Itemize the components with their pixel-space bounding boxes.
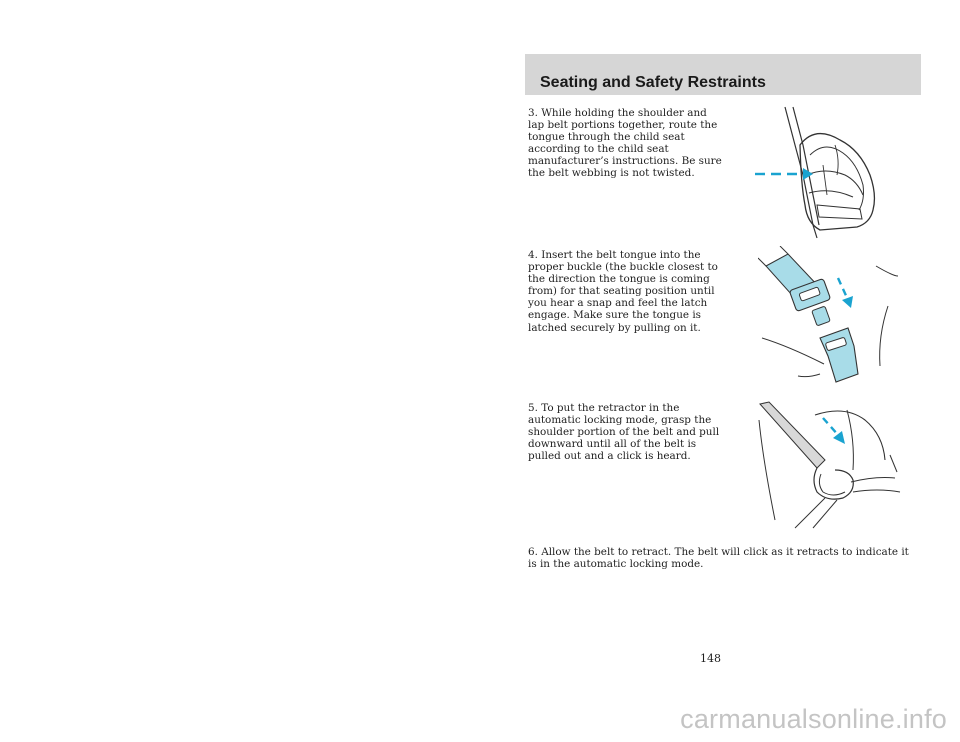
step-4-text: 4. Insert the belt tongue into the proper buckle (the buckle closest to the direction the tongue is coming from) for that seating position until you hear a snap and feel the latch engage. Make sure the tongue is latched securely by pulling on it. [528, 249, 718, 334]
step-3-text: 3. While holding the shoulder and lap belt portions together, route the tongue through the child seat according to the child seat manufacturer’s instructions. Be sure the belt webbing is not twisted. [528, 107, 722, 180]
watermark-text: carmanualsonline.info [680, 704, 947, 734]
section-header-bar [525, 54, 921, 95]
page-number: 148 [700, 652, 721, 665]
step-6-text: 6. Allow the belt to retract. The belt will click as it retracts to indicate it is in the automatic locking mode. [528, 546, 909, 571]
buckle-insertion-illustration [758, 246, 898, 386]
child-seat-belt-routing-illustration [745, 105, 895, 240]
section-title: Seating and Safety Restraints [540, 74, 766, 91]
step-5-text: 5. To put the retractor in the automatic locking mode, grasp the shoulder portion of the belt and pull downward until all of the belt is pulled out and a click is heard. [528, 402, 720, 463]
retractor-locking-illustration [755, 400, 905, 530]
